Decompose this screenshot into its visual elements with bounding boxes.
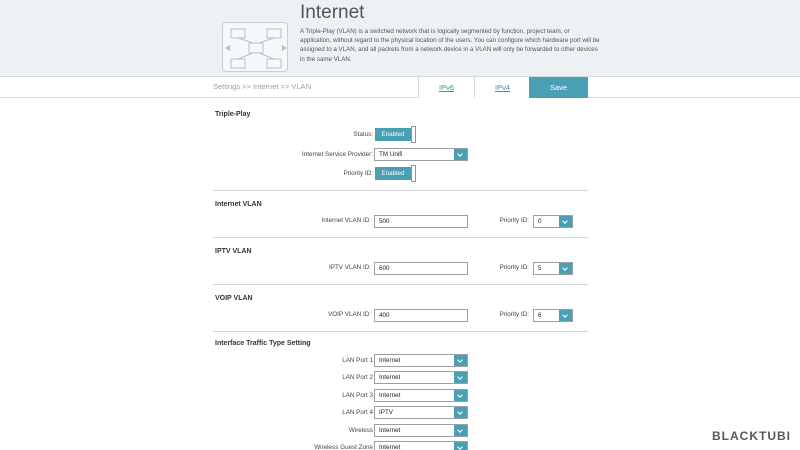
isp-select[interactable] (374, 148, 468, 161)
chevron-down-icon[interactable] (559, 263, 572, 274)
status-toggle[interactable] (375, 128, 416, 141)
iptv-priority-id-label: Priority ID: (499, 264, 529, 271)
chevron-down-icon[interactable] (454, 149, 467, 160)
lan-port-4-select[interactable] (374, 406, 468, 419)
wireless-select[interactable] (374, 424, 468, 437)
wireless-label: Wireless (348, 427, 373, 434)
priority-id-toggle-value: Enabled (375, 167, 411, 180)
status-toggle-value: Enabled (375, 128, 411, 141)
wireless-value: Internet (379, 427, 401, 434)
internet-vlan-section (213, 191, 588, 238)
nav-bar (0, 77, 800, 98)
chevron-down-icon[interactable] (454, 407, 467, 418)
priority-id-toggle-knob[interactable] (411, 165, 416, 182)
chevron-down-icon[interactable] (454, 355, 467, 366)
status-label: Status: (353, 131, 373, 138)
section-title-interface-traffic: Interface Traffic Type Setting (215, 340, 311, 347)
settings-content (213, 103, 588, 450)
breadcrumb: Settings >> Internet >> VLAN (213, 82, 311, 91)
lan-port-3-label: LAN Port 3 (342, 392, 373, 399)
lan-port-2-label: LAN Port 2 (342, 374, 373, 381)
lan-port-4-label: LAN Port 4 (342, 409, 373, 416)
chevron-down-icon[interactable] (454, 442, 467, 450)
voip-vlan-id-label: VOIP VLAN ID: (328, 311, 371, 318)
triple-play-section (213, 103, 588, 191)
voip-priority-id-value: 6 (538, 312, 542, 319)
priority-id-toggle[interactable] (375, 167, 416, 180)
voip-vlan-id-input[interactable]: 400 (374, 309, 468, 322)
iptv-priority-id-select[interactable] (533, 262, 573, 275)
interface-traffic-section (213, 332, 588, 450)
isp-select-value: TM Unifi (379, 151, 403, 158)
priority-id-label: Priority ID: (343, 170, 373, 177)
lan-port-3-value: Internet (379, 392, 401, 399)
iptv-vlan-section (213, 238, 588, 285)
iptv-vlan-id-input[interactable]: 600 (374, 262, 468, 275)
chevron-down-icon[interactable] (559, 310, 572, 321)
lan-port-1-select[interactable] (374, 354, 468, 367)
page-header (0, 0, 800, 77)
tab-ipv4[interactable]: IPv4 (474, 77, 530, 98)
wireless-guest-zone-label: Wireless Guest Zone (314, 444, 373, 450)
internet-priority-id-select[interactable] (533, 215, 573, 228)
lan-port-1-value: Internet (379, 357, 401, 364)
chevron-down-icon[interactable] (454, 425, 467, 436)
tab-ipv6[interactable]: IPv6 (418, 77, 474, 98)
vlan-diagram-icon (222, 22, 288, 72)
internet-vlan-id-label: Internet VLAN ID: (321, 217, 371, 224)
chevron-down-icon[interactable] (559, 216, 572, 227)
chevron-down-icon[interactable] (454, 390, 467, 401)
lan-port-1-label: LAN Port 1 (342, 357, 373, 364)
voip-vlan-section (213, 285, 588, 332)
lan-port-2-select[interactable] (374, 371, 468, 384)
iptv-priority-id-value: 5 (538, 265, 542, 272)
wireless-guest-zone-value: Internet (379, 444, 401, 450)
page-title: Internet (300, 2, 365, 23)
internet-priority-id-value: 0 (538, 218, 542, 225)
watermark: BLACKTUBI (712, 429, 791, 443)
section-title-internet-vlan: Internet VLAN (215, 201, 262, 208)
lan-port-2-value: Internet (379, 374, 401, 381)
voip-priority-id-label: Priority ID: (499, 311, 529, 318)
save-button[interactable]: Save (529, 77, 588, 98)
section-title-voip-vlan: VOIP VLAN (215, 295, 253, 302)
chevron-down-icon[interactable] (454, 372, 467, 383)
page-description: A Triple-Play (VLAN) is a switched network that is logically segmented by function, project team, or application, without regard to the physical location of the users. You can configure which hardware port will be assigned to a VLAN, and all packets from a network device in a VLAN will only be forwarded to other devices in the same VLAN. (300, 28, 600, 63)
lan-port-4-value: IPTV (379, 409, 393, 416)
isp-label: Internet Service Provider: (301, 151, 373, 158)
internet-vlan-id-input[interactable]: 500 (374, 215, 468, 228)
wireless-guest-zone-select[interactable] (374, 441, 468, 450)
voip-priority-id-select[interactable] (533, 309, 573, 322)
status-toggle-knob[interactable] (411, 126, 416, 143)
iptv-vlan-id-label: IPTV VLAN ID: (329, 264, 371, 271)
section-title-iptv-vlan: IPTV VLAN (215, 248, 252, 255)
section-title-triple-play: Triple-Play (215, 111, 251, 118)
internet-priority-id-label: Priority ID: (499, 217, 529, 224)
lan-port-3-select[interactable] (374, 389, 468, 402)
